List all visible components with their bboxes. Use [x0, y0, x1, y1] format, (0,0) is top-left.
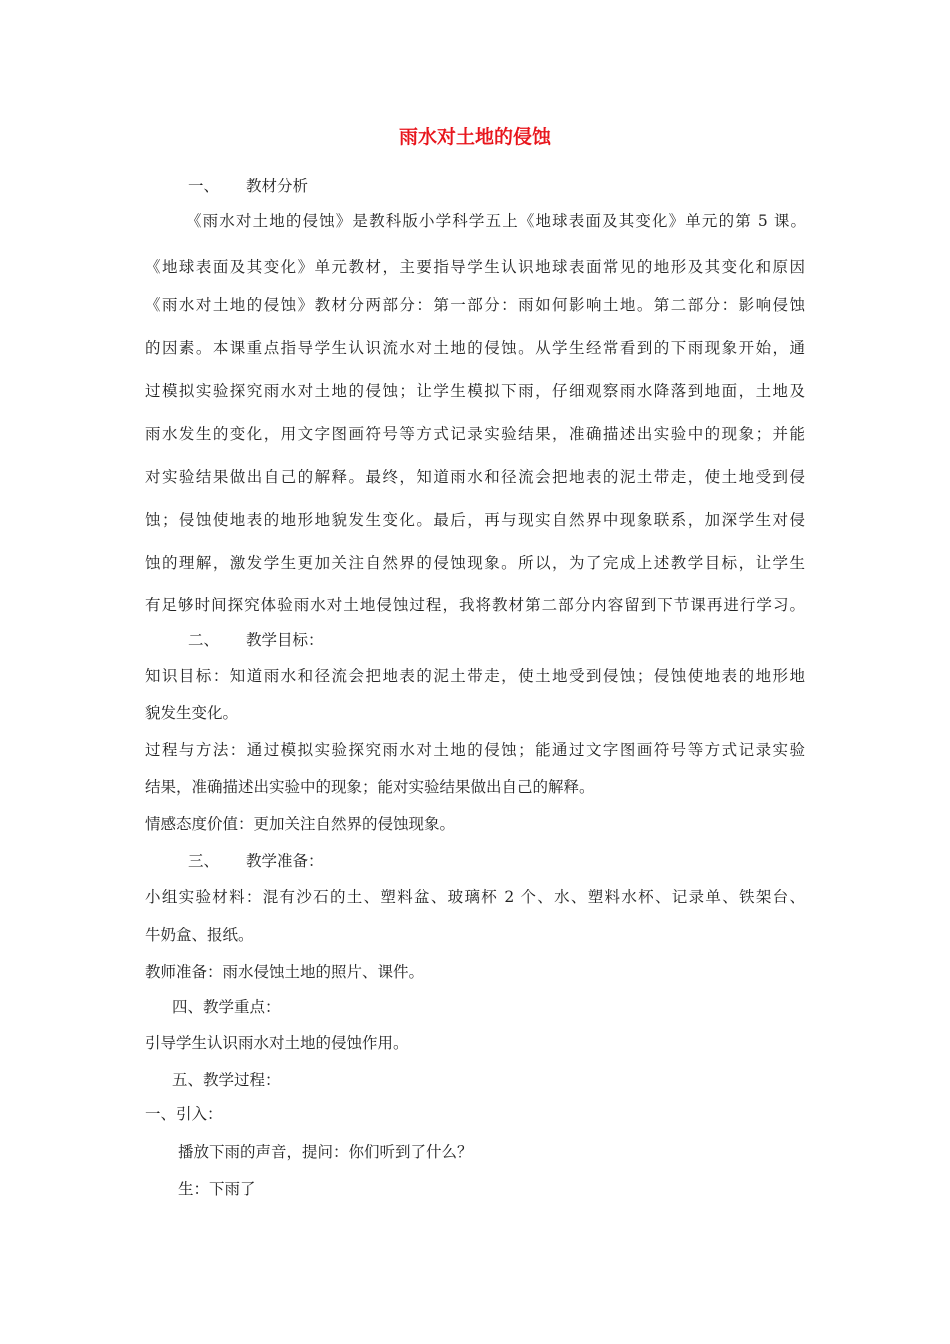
goal-knowledge-line-1: 知识目标：知道雨水和径流会把地表的泥土带走，使土地受到侵蚀；侵蚀使地表的地形地	[145, 667, 805, 685]
analysis-line-3: 《雨水对土地的侵蚀》教材分两部分：第一部分：雨如何影响土地。第二部分：影响侵蚀	[145, 296, 805, 314]
analysis-line-7: 对实验结果做出自己的解释。最终，知道雨水和径流会把地表的泥土带走，使土地受到侵	[145, 468, 805, 486]
section-label: 教材分析	[246, 177, 309, 195]
section-heading-2	[188, 629, 324, 651]
analysis-line-1: 《雨水对土地的侵蚀》是教科版小学科学五上《地球表面及其变化》单元的第 5 课。	[186, 212, 806, 230]
analysis-line-6: 雨水发生的变化，用文字图画符号等方式记录实验结果，准确描述出实验中的现象；并能	[145, 425, 805, 443]
goal-knowledge-line-2: 貌发生变化。	[145, 704, 239, 722]
prep-group-line-1: 小组实验材料：混有沙石的土、塑料盆、玻璃杯 2 个、水、塑料水杯、记录单、铁架台、	[145, 888, 805, 906]
focus-line: 引导学生认识雨水对土地的侵蚀作用。	[145, 1034, 409, 1052]
process-intro-answer: 生：下雨了	[178, 1180, 256, 1198]
section-label: 教学准备：	[246, 852, 324, 870]
analysis-line-10: 有足够时间探究体验雨水对土地侵蚀过程，我将教材第二部分内容留到下节课再进行学习。	[145, 596, 805, 614]
analysis-line-5: 过模拟实验探究雨水对土地的侵蚀；让学生模拟下雨，仔细观察雨水降落到地面，土地及	[145, 382, 805, 400]
prep-teacher-line: 教师准备：雨水侵蚀土地的照片、课件。	[145, 963, 425, 981]
section-heading-4: 四、教学重点：	[172, 998, 281, 1016]
analysis-line-8: 蚀；侵蚀使地表的地形地貌发生变化。最后，再与现实自然界中现象联系，加深学生对侵	[145, 511, 805, 529]
section-heading-3	[188, 850, 324, 872]
analysis-line-2: 《地球表面及其变化》单元教材，主要指导学生认识地球表面常见的地形及其变化和原因	[145, 258, 805, 276]
prep-group-line-2: 牛奶盒、报纸。	[145, 926, 254, 944]
document-title: 雨水对土地的侵蚀	[398, 126, 551, 148]
analysis-line-4: 的因素。本课重点指导学生认识流水对土地的侵蚀。从学生经常看到的下雨现象开始，通	[145, 339, 805, 357]
goal-process-line-1: 过程与方法：通过模拟实验探究雨水对土地的侵蚀；能通过文字图画符号等方式记录实验	[145, 741, 805, 759]
goal-emotion-line: 情感态度价值：更加关注自然界的侵蚀现象。	[145, 815, 456, 833]
section-heading-1	[188, 175, 308, 197]
section-heading-5: 五、教学过程：	[172, 1071, 281, 1089]
section-label: 教学目标：	[246, 631, 324, 649]
section-number: 二、	[188, 631, 220, 649]
goal-process-line-2: 结果，准确描述出实验中的现象；能对实验结果做出自己的解释。	[145, 778, 595, 796]
process-intro-question: 播放下雨的声音，提问：你们听到了什么？	[178, 1143, 473, 1161]
section-number: 一、	[188, 177, 220, 195]
process-intro-label: 一、引入：	[145, 1105, 223, 1123]
section-number: 三、	[188, 852, 220, 870]
analysis-line-9: 蚀的理解，激发学生更加关注自然界的侵蚀现象。所以，为了完成上述教学目标，让学生	[145, 554, 805, 572]
